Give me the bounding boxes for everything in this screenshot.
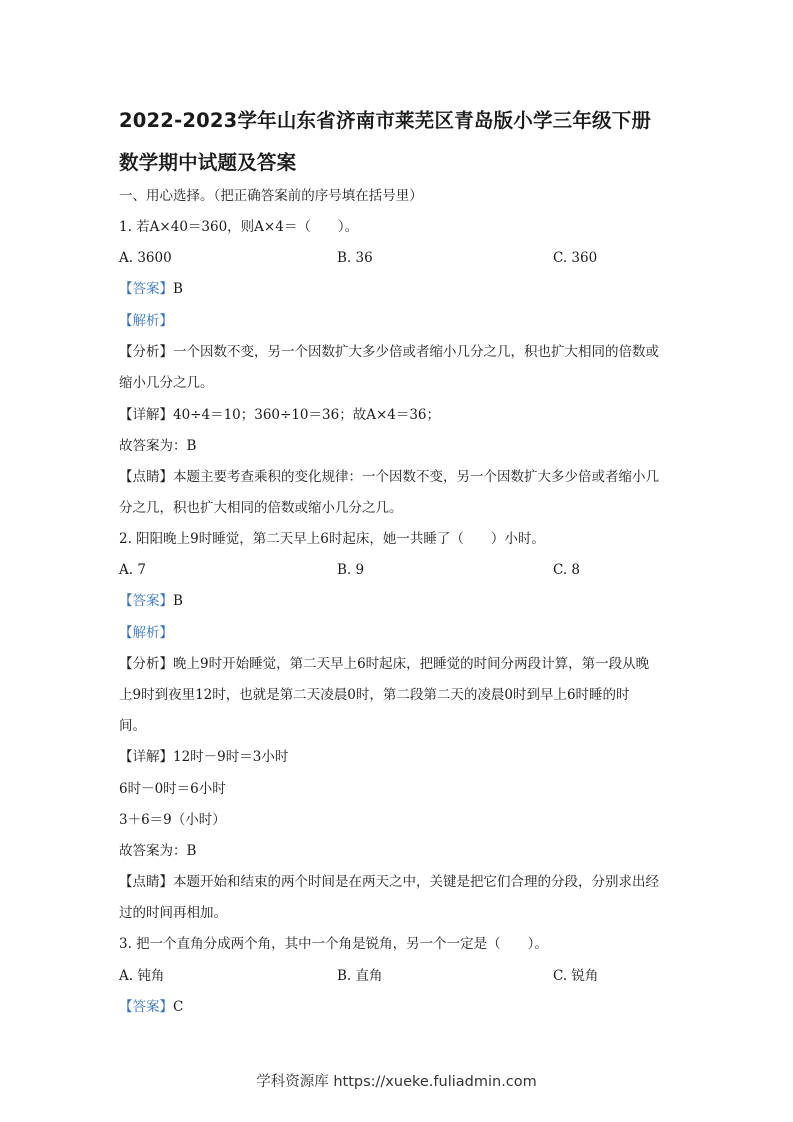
question-2-option-c: C. 8 bbox=[553, 562, 581, 578]
question-2-option-a: A. 7 bbox=[119, 562, 146, 578]
question-1-stem: 1. 若A×40＝360，则A×4＝（ ）。 bbox=[119, 219, 359, 235]
question-2-dianjing-cont: 过的时间再相加。 bbox=[119, 905, 227, 921]
fenxi-text: 晚上9时开始睡觉，第二天早上6时起床，把睡觉的时间分两段计算，第一段从晚 bbox=[173, 656, 650, 672]
question-2-dianjing bbox=[119, 872, 659, 892]
question-1-xiangjie bbox=[119, 405, 440, 425]
xiangjie-tag: 【详解】 bbox=[119, 749, 173, 765]
question-2-answer bbox=[119, 591, 183, 611]
question-1-answer bbox=[119, 279, 183, 299]
question-2-stem: 2. 阳阳晚上9时睡觉，第二天早上6时起床，她一共睡了（ ）小时。 bbox=[119, 531, 545, 547]
fenxi-tag: 【分析】 bbox=[119, 344, 173, 360]
question-2-analysis-tag: 【解析】 bbox=[119, 625, 173, 641]
question-2-xiangjie-step-3: 3＋6＝9（小时） bbox=[119, 812, 226, 828]
question-3-option-b: B. 直角 bbox=[337, 968, 383, 984]
fenxi-tag: 【分析】 bbox=[119, 656, 173, 672]
question-1-conclusion: 故答案为：B bbox=[119, 438, 197, 454]
dianjing-text: 本题开始和结束的两个时间是在两天之中，关键是把它们合理的分段，分别求出经 bbox=[173, 874, 659, 890]
question-1-option-b: B. 36 bbox=[337, 250, 373, 266]
question-2-xiangjie-step-2: 6时－0时＝6小时 bbox=[119, 781, 226, 797]
question-3-option-c: C. 锐角 bbox=[553, 968, 599, 984]
answer-value: C bbox=[173, 999, 184, 1015]
question-2-conclusion: 故答案为：B bbox=[119, 843, 197, 859]
question-2-xiangjie bbox=[119, 747, 288, 767]
question-1-dianjing-cont: 分之几，积也扩大相同的倍数或缩小几分之几。 bbox=[119, 500, 403, 516]
question-1-analysis-tag: 【解析】 bbox=[119, 313, 173, 329]
question-1-option-a: A. 3600 bbox=[119, 250, 172, 266]
question-2-fenxi-cont: 上9时到夜里12时，也就是第二天凌晨0时，第二段第二天的凌晨0时到早上6时睡的时 bbox=[119, 687, 630, 703]
question-3-stem: 3. 把一个直角分成两个角，其中一个角是锐角，另一个一定是（ ）。 bbox=[119, 936, 548, 952]
answer-value: B bbox=[173, 593, 183, 609]
xiangjie-text: 40÷4＝10；360÷10＝36；故A×4＝36； bbox=[173, 407, 441, 423]
question-1-option-c: C. 360 bbox=[553, 250, 598, 266]
footer-watermark: 学科资源库 https://xueke.fuliadmin.com bbox=[256, 1074, 537, 1090]
question-3-answer bbox=[119, 997, 183, 1017]
dianjing-text: 本题主要考查乘积的变化规律：一个因数不变，另一个因数扩大多少倍或者缩小几 bbox=[173, 469, 659, 485]
answer-value: B bbox=[173, 281, 183, 297]
answer-tag: 【答案】 bbox=[119, 593, 173, 609]
document-title-line-1: 2022-2023学年山东省济南市莱芜区青岛版小学三年级下册 bbox=[119, 109, 652, 132]
section-heading: 一、用心选择。（把正确答案前的序号填在括号里） bbox=[119, 188, 423, 204]
dianjing-tag: 【点睛】 bbox=[119, 874, 173, 890]
answer-tag: 【答案】 bbox=[119, 999, 173, 1015]
dianjing-tag: 【点睛】 bbox=[119, 469, 173, 485]
question-2-fenxi bbox=[119, 654, 649, 674]
answer-tag: 【答案】 bbox=[119, 281, 173, 297]
xiangjie-tag: 【详解】 bbox=[119, 407, 173, 423]
question-1-fenxi-cont: 缩小几分之几。 bbox=[119, 375, 214, 391]
question-2-option-b: B. 9 bbox=[337, 562, 365, 578]
question-1-fenxi bbox=[119, 342, 659, 362]
question-2-fenxi-cont-2: 间。 bbox=[119, 718, 146, 734]
fenxi-text: 一个因数不变，另一个因数扩大多少倍或者缩小几分之几，积也扩大相同的倍数或 bbox=[173, 344, 659, 360]
question-1-dianjing bbox=[119, 467, 659, 487]
document-title-line-2: 数学期中试题及答案 bbox=[119, 151, 297, 174]
question-3-option-a: A. 钝角 bbox=[119, 968, 165, 984]
xiangjie-text: 12时－9时＝3小时 bbox=[173, 749, 289, 765]
